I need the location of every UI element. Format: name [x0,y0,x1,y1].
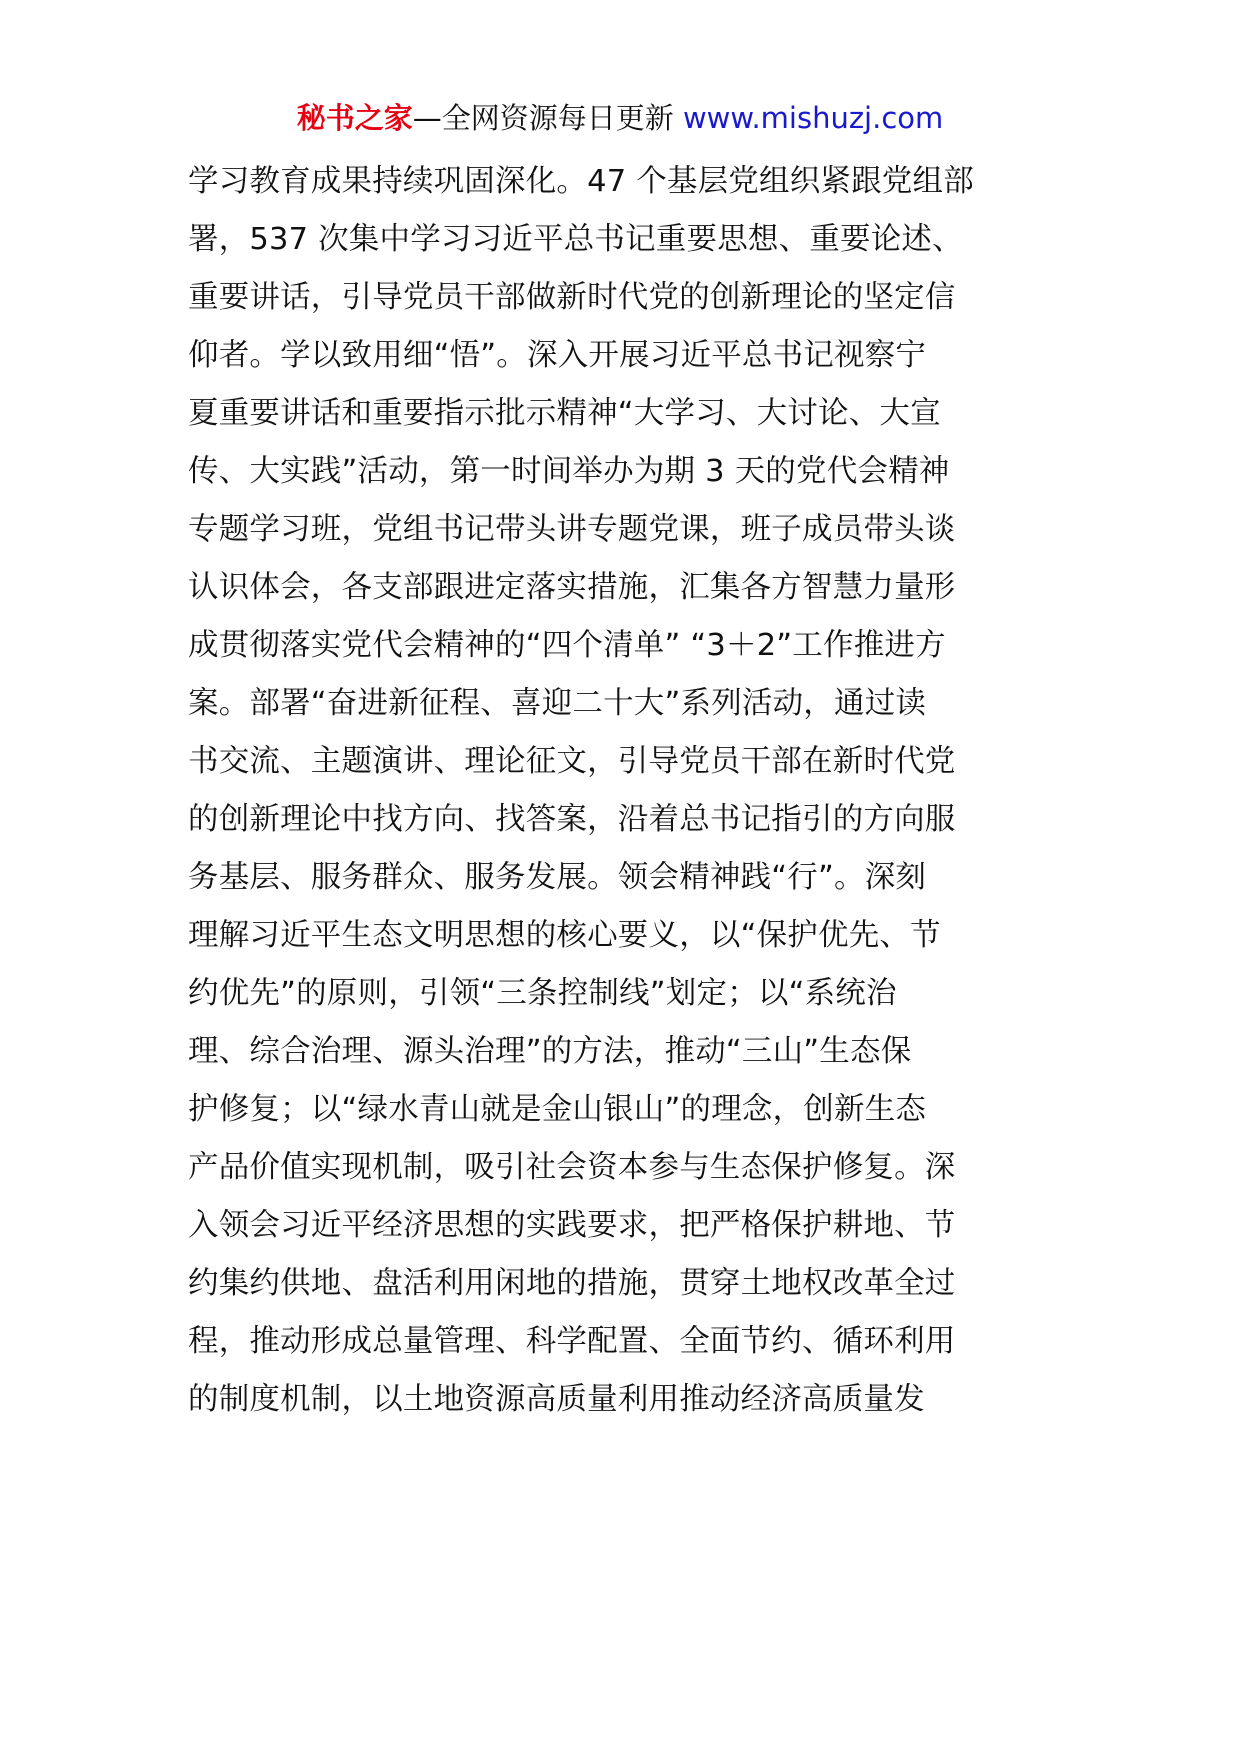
body-line: 认识体会，各支部跟进定落实措施，汇集各方智慧力量形 [188,570,956,605]
header-url-link[interactable]: www.mishuzj.com [682,101,944,135]
body-line: 成贯彻落实党代会精神的“四个清单” “3＋2”工作推进方 [188,628,946,663]
body-line: 护修复；以“绿水青山就是金山银山”的理念，创新生态 [188,1092,927,1127]
brand-name: 秘书之家 [296,101,413,135]
body-line: 约集约供地、盘活利用闲地的措施，贯穿土地权改革全过 [188,1266,956,1301]
body-line: 署，537 次集中学习习近平总书记重要思想、重要论述、 [188,222,963,257]
page-header [0,100,1240,136]
body-line: 重要讲话，引导党员干部做新时代党的创新理论的坚定信 [188,280,956,315]
body-line: 学习教育成果持续巩固深化。47 个基层党组织紧跟党组部 [188,164,974,199]
body-line: 的制度机制，以土地资源高质量利用推动经济高质量发 [188,1382,925,1417]
body-line: 约优先”的原则，引领“三条控制线”划定；以“系统治 [188,976,897,1011]
body-line: 理、综合治理、源头治理”的方法，推动“三山”生态保 [188,1034,912,1069]
body-line: 的创新理论中找方向、找答案，沿着总书记指引的方向服 [188,802,956,837]
body-line: 书交流、主题演讲、理论征文，引导党员干部在新时代党 [188,744,956,779]
body-line: 程，推动形成总量管理、科学配置、全面节约、循环利用 [188,1324,956,1359]
body-line: 专题学习班，党组书记带头讲专题党课，班子成员带头谈 [188,512,956,547]
body-line: 仰者。学以致用细“悟”。深入开展习近平总书记视察宁 [188,338,927,373]
body-line: 务基层、服务群众、服务发展。领会精神践“行”。深刻 [188,860,927,895]
body-line: 夏重要讲话和重要指示批示精神“大学习、大讨论、大宣 [188,396,941,431]
body-line: 入领会习近平经济思想的实践要求，把严格保护耕地、节 [188,1208,956,1243]
body-line: 传、大实践”活动，第一时间举办为期 3 天的党代会精神 [188,454,950,489]
header-slogan: —全网资源每日更新 [412,101,683,135]
body-line: 理解习近平生态文明思想的核心要义，以“保护优先、节 [188,918,941,953]
body-line: 产品价值实现机制，吸引社会资本参与生态保护修复。深 [188,1150,956,1185]
body-line: 案。部署“奋进新征程、喜迎二十大”系列活动，通过读 [188,686,927,721]
